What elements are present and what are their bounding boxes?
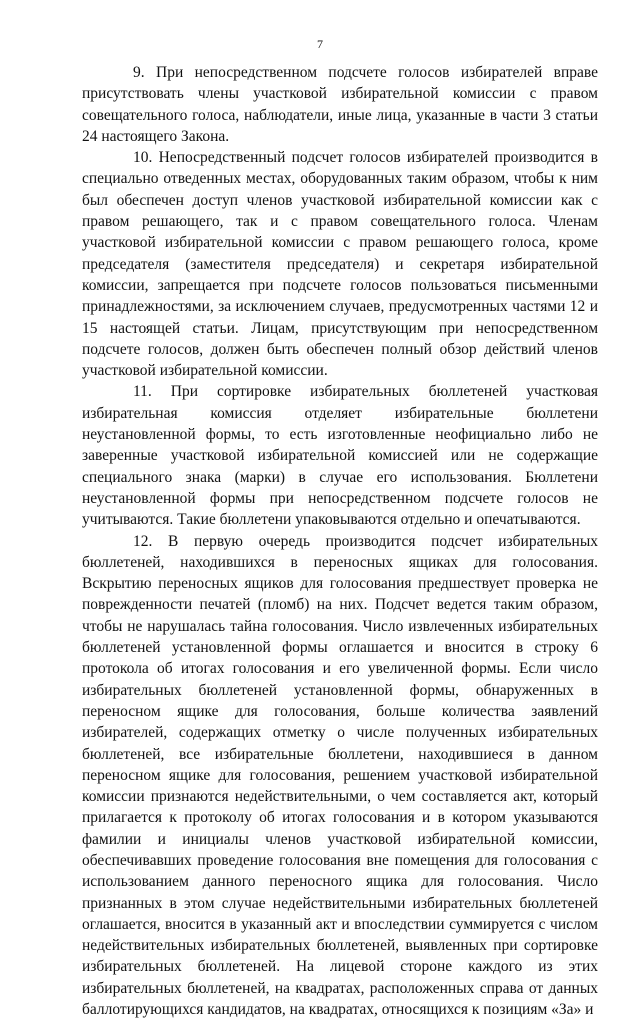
paragraph-10: 10. Непосредственный подсчет голосов избирателей производится в специально отведенных местах, оборудованных таким образом, чтобы к ним был обеспечен доступ членов участковой избирательной комиссии как с правом решающего, так и с правом совещательного голоса. Членам участковой избирательной комиссии с правом решающего голоса, кроме председателя (заместителя председателя) и секретаря избирательной комиссии, запрещается при подсчете голосов пользоваться письменными принадлежностями, за исключением случаев, предусмотренных частями 12 и 15 настоящей статьи. Лицам, присутствующим при непосредственном подсчете голосов, должен быть обеспечен полный обзор действий членов участковой избирательной комиссии. bbox=[82, 149, 598, 380]
paragraph-12: 12. В первую очередь производится подсчет избирательных бюллетеней, находившихся в переносных ящиках для голосования. Вскрытию переносных ящиков для голосования предшествует проверка не поврежденности печатей (пломб) на них. Подсчет ведется таким образом, чтобы не нарушалась тайна голосования. Число извлеченных избирательных бюллетеней установленной формы оглашается и вносится в строку 6 протокола об итогах голосования и его увеличенной формы. Если число избирательных бюллетеней установленной формы, обнаруженных в переносном ящике для голосования, больше количества заявлений избирателей, содержащих отметку о числе полученных избирательных бюллетеней, все избирательные бюллетени, находившиеся в данном переносном ящике для голосования, решением участковой избирательной комиссии признаются недействительными, о чем составляется акт, который прилагается к протоколу об итогах голосования и в котором указываются фамилии и инициалы членов участковой избирательной комиссии, обеспечивавших проведение голосования вне помещения для голосования с использованием данного переносного ящика для голосования. Число признанных в этом случае недействительными избирательных бюллетеней оглашается, вносится в указанный акт и впоследствии суммируется с числом недействительных избирательных бюллетеней, выявленных при сортировке избирательных бюллетеней. На лицевой стороне каждого из этих избирательных бюллетеней, на квадратах, расположенных справа от данных баллотирующихся кандидатов, на квадратах, относящихся к позициям «За» и bbox=[82, 532, 598, 1019]
document-body bbox=[82, 62, 598, 1020]
paragraph-9: 9. При непосредственном подсчете голосов избирателей вправе присутствовать члены участковой избирательной комиссии с правом совещательного голоса, наблюдатели, иные лица, указанные в части 3 статьи 24 настоящего Закона. bbox=[82, 64, 598, 145]
page-number: 7 bbox=[317, 37, 323, 51]
paragraph-11: 11. При сортировке избирательных бюллетеней участковая избирательная комиссия отделяет избирательные бюллетени неустановленной формы, то есть изготовленные неофициально либо не заверенные участковой избирательной комиссией или не содержащие специального знака (марки) в случае его использования. Бюллетени неустановленной формы при непосредственном подсчете голосов не учитываются. Такие бюллетени упаковываются отдельно и опечатываются. bbox=[82, 383, 598, 529]
